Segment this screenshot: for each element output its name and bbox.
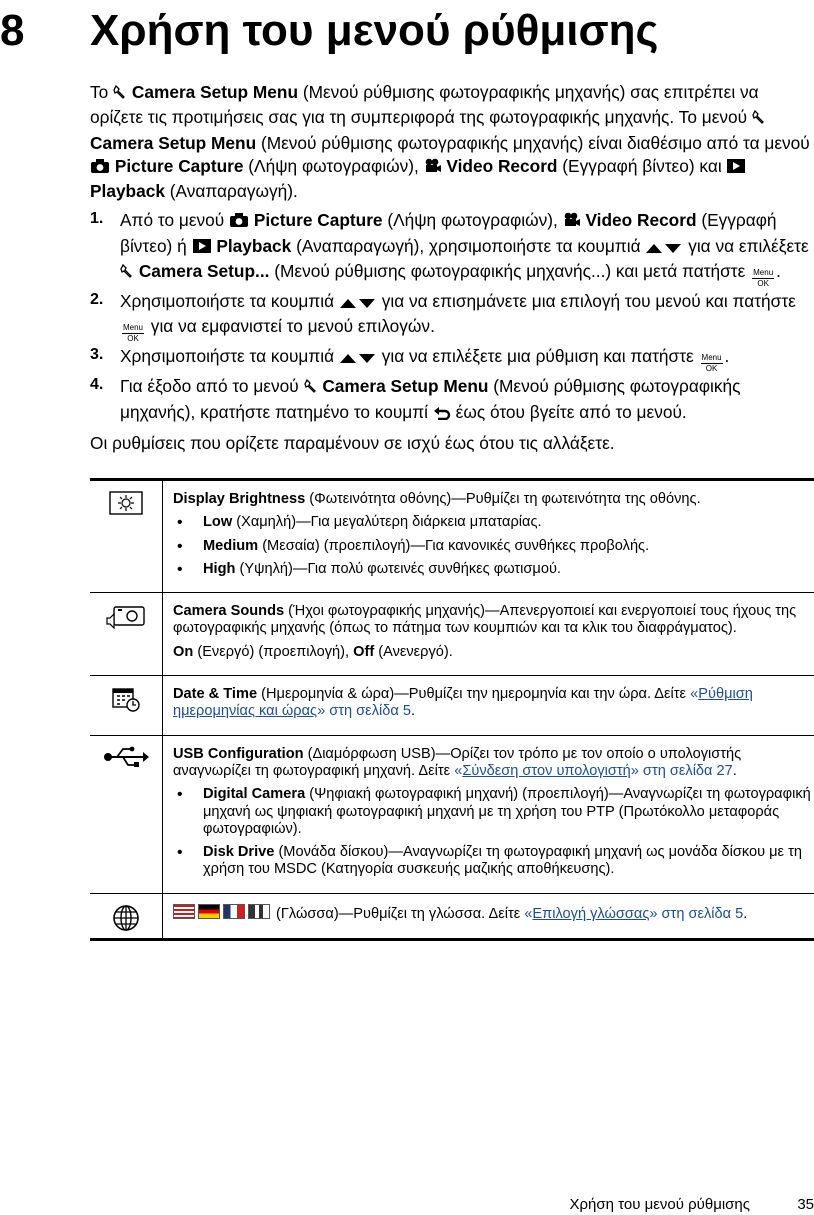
list-item: 1. Από το μενού Picture Capture (Λήψη φωτογραφιών), Video Record (Εγγραφή βίντεο) ή Playback (Αναπαραγωγή), χρησιμοποιήστε τα κουμπιά για να επιλέξετε Camera Setup... (Μενού ρύθμισης φωτογραφικής μηχανής...) και μετά πατήστε Menu OK . xyxy=(90,210,809,289)
table-row: USB Configuration (Διαμόρφωση USB)—Ορίζει τον τρόπο με τον οποίο ο υπολογιστής αναγνωρίζει τη φωτογραφική μηχανή. Δείτε «Σύνδεση στον υπολογιστή» στη σελίδα 27. • Digital Camera (Ψηφιακή φωτογραφική μηχανή) (προεπιλογή)—Αναγνωρίζει τη φωτογραφική μηχανή ως ψηφιακή φωτογραφική μηχανή με τη χρήση του PTP (Πρωτόκολλο μεταφοράς φωτογραφιών). • Disk Drive (Μονάδα δίσκου)—Αναγνωρίζει τη φωτογραφική μηχανή ως μονάδα δίσκου με τη χρήση του MSDC (Κατηγορία συσκευής μαζικής αποθήκευσης). xyxy=(90,735,814,893)
main-content xyxy=(90,81,814,455)
wrench-icon xyxy=(120,262,134,285)
settings-note: Οι ρυθμίσεις που ορίζετε παραμένουν σε ισχύ έως ότου τις αλλάξετε. xyxy=(90,432,615,453)
up-down-arrows-icon xyxy=(339,292,377,315)
up-down-arrows-icon xyxy=(645,237,683,260)
intro-paragraph: Το Camera Setup Menu (Μενού ρύθμισης φωτογραφικής μηχανής) σας επιτρέπει να ορίζετε τις προτιμήσεις σας για τη συμπεριφορά της φωτογραφικής μηχανής. Το μενού Camera Setup Menu (Μενού ρύθμισης φωτογραφικής μηχανής) είναι διαθέσιμο από τα μενού Picture Capture (Λήψη φωτογραφιών), Video Record (Εγγραφή βίντεο) και Playback (Αναπαραγωγή). xyxy=(90,82,810,202)
menu-ok-icon: Menu OK xyxy=(701,353,722,374)
menu-ok-icon: Menu OK xyxy=(122,323,143,344)
menu-ok-icon: Menu OK xyxy=(753,268,774,289)
wrench-icon xyxy=(752,108,766,131)
list-item: 4. Για έξοδο από το μενού Camera Setup Menu (Μενού ρύθμισης φωτογραφικής μηχανής), κρατήστε πατημένο το κουμπί έως ότου βγείτε από το μενού. xyxy=(90,375,814,426)
table-row: Camera Sounds (Ήχοι φωτογραφικής μηχανής)—Απενεργοποιεί και ενεργοποιεί τους ήχους της φωτογραφικής μηχανής (όπως το πάτημα των κουμπιών και τα κλικ του διαφράγματος). On (Ενεργό) (προεπιλογή), Off (Ανενεργό). xyxy=(90,593,814,676)
camera-icon xyxy=(90,157,110,180)
calendar-clock-icon xyxy=(109,700,143,716)
playback-icon xyxy=(192,237,212,260)
list-item: • Digital Camera (Ψηφιακή φωτογραφική μηχανή) (προεπιλογή)—Αναγνωρίζει τη φωτογραφική μηχανή ως ψηφιακή φωτογραφική μηχανή με τη χρήση του PTP (Πρωτόκολλο μεταφοράς φωτογραφιών). xyxy=(173,786,814,838)
settings-table xyxy=(90,478,814,941)
table-row: Date & Time (Ημερομηνία & ώρα)—Ρυθμίζει την ημερομηνία και την ώρα. Δείτε «Ρύθμιση ημερομηνίας και ώρας» στη σελίδα 5. xyxy=(90,676,814,736)
wrench-icon xyxy=(113,83,127,106)
list-item: • Low (Χαμηλή)—Για μεγαλύτερη διάρκεια μπαταρίας. xyxy=(173,514,814,531)
video-icon xyxy=(563,211,581,234)
list-item: • Disk Drive (Μονάδα δίσκου)—Αναγνωρίζει τη φωτογραφική μηχανή ως μονάδα δίσκου με τη χρήση του MSDC (Κατηγορία συσκευής μαζικής αποθήκευσης). xyxy=(173,844,814,879)
list-item: • Medium (Μεσαία) (προεπιλογή)—Για κανονικές συνθήκες προβολής. xyxy=(173,538,814,555)
globe-icon xyxy=(112,920,140,936)
table-row: Display Brightness (Φωτεινότητα οθόνης)—Ρυθμίζει τη φωτεινότητα της οθόνης. • Low (Χαμηλή)—Για μεγαλύτερη διάρκεια μπαταρίας. • Medium (Μεσαία) (προεπιλογή)—Για κανονικές συνθήκες προβολής. • High (Υψηλή)—Για πολύ φωτεινές συνθήκες φωτισμού. xyxy=(90,480,814,593)
language-flags-icon xyxy=(173,904,270,919)
up-down-arrows-icon xyxy=(339,347,377,370)
steps-list xyxy=(90,209,814,425)
camera-icon xyxy=(229,211,249,234)
footer-title: Χρήση του μενού ρύθμισης xyxy=(569,1196,750,1213)
display-brightness-icon xyxy=(109,503,143,519)
chapter-number: 8 xyxy=(0,6,25,55)
camera-sounds-icon xyxy=(106,617,146,633)
table-row: (Γλώσσα)—Ρυθμίζει τη γλώσσα. Δείτε «Επιλογή γλώσσας» στη σελίδα 5. xyxy=(90,893,814,939)
video-icon xyxy=(424,157,442,180)
list-item: • High (Υψηλή)—Για πολύ φωτεινές συνθήκες φωτισμού. xyxy=(173,561,814,578)
list-item: 2. Χρησιμοποιήστε τα κουμπιά για να επισημάνετε μια επιλογή του μενού και πατήστε Menu OK για να εμφανιστεί το μενού επιλογών. xyxy=(90,291,796,344)
usb-icon xyxy=(103,756,149,772)
connect-computer-link[interactable]: «Σύνδεση στον υπολογιστή» στη σελίδα 27 xyxy=(454,762,733,779)
list-item: 3. Χρησιμοποιήστε τα κουμπιά για να επιλέξετε μια ρύθμιση και πατήστε Menu OK . xyxy=(90,346,730,374)
date-time-link[interactable]: «Ρύθμιση ημερομηνίας και ώρας» στη σελίδα 5 xyxy=(173,686,753,720)
wrench-icon xyxy=(304,377,318,400)
back-arrow-icon xyxy=(433,403,451,426)
playback-icon xyxy=(726,157,746,180)
page-title: Χρήση του μενού ρύθμισης xyxy=(90,6,659,55)
language-link[interactable]: «Επιλογή γλώσσας» στη σελίδα 5 xyxy=(524,905,744,922)
page-number: 35 xyxy=(797,1196,814,1213)
